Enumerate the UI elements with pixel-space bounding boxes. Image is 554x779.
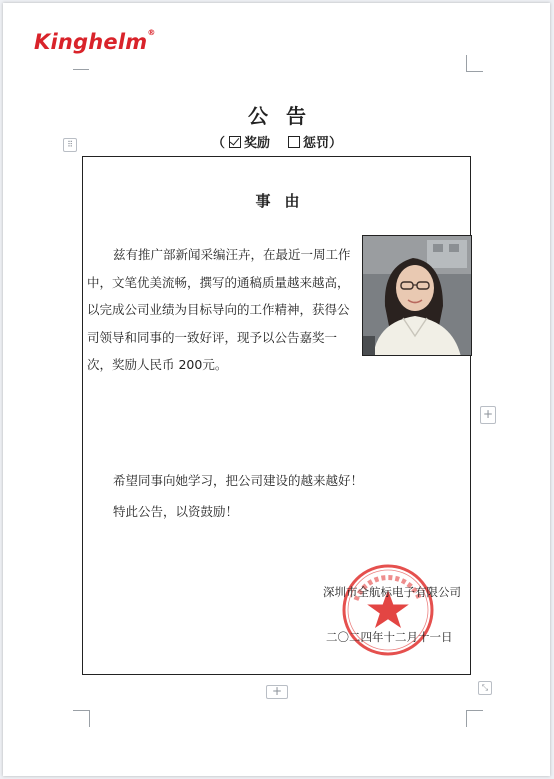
company-seal-stamp [338,560,438,660]
punish-label: 惩罚 [303,136,330,151]
company-logo: Kinghelm® [34,28,156,54]
reward-checkbox[interactable] [229,136,241,148]
add-column-icon[interactable]: + [480,406,496,424]
punish-checkbox[interactable] [288,136,300,148]
section-heading: 事由 [255,192,314,210]
notice-table [82,156,471,675]
closing-line: 特此公告，以资鼓励！ [113,504,239,519]
table-resize-handle-icon[interactable]: ⤡ [478,681,492,695]
issue-date: 二〇二四年十二月十一日 [326,630,453,644]
reward-label: 奖励 [243,136,270,151]
notice-type-options: （ 奖励 惩罚） [211,136,343,151]
margin-mark-bottom-right [466,710,483,727]
wish-line: 希望同事向她学习，把公司建设的越来越好！ [113,473,364,488]
employee-photo [362,235,472,356]
table-move-handle-icon[interactable]: ⠿ [63,138,77,152]
document-title: 公告 [248,104,324,128]
company-name: 深圳市全航标电子有限公司 [323,585,461,599]
body-paragraph: 兹有推广部新闻采编汪卉，在最近一周工作中，文笔优美流畅，撰写的通稿质量越来越高，以完成公司业绩为目标导向的工作精神，获得公司领导和同事的一致好评，现予以公告嘉奖一次，奖励人民币 200元。 [87,247,351,372]
add-row-icon[interactable]: + [266,685,288,699]
margin-mark-top-right [466,55,483,72]
portrait-illustration [363,236,472,356]
margin-mark-bottom-left [73,710,90,727]
margin-mark-top-left [73,55,89,70]
